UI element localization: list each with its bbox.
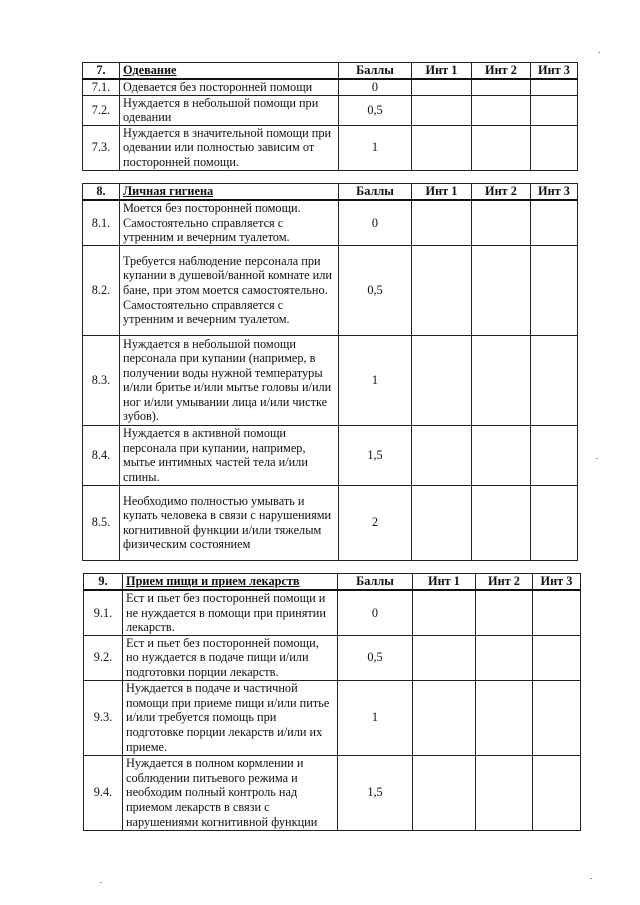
int1-column-header: Инт 1 — [413, 574, 476, 591]
table-row — [84, 590, 581, 635]
row-number: 9.2. — [84, 635, 123, 680]
section-number: 8. — [83, 184, 120, 201]
int3-cell[interactable] — [533, 755, 581, 830]
int2-cell[interactable] — [472, 125, 531, 170]
row-description: Нуждается в небольшой помощи персонала при купании (например, в получении воды нужной температуры и/или бритье и/или мытье головы и/или ног и/или умывании лица и/или чистке зубов). — [120, 335, 339, 425]
section-table-dressing — [82, 62, 578, 171]
table-row — [84, 635, 581, 680]
section-header-row — [83, 63, 578, 80]
section-number: 7. — [83, 63, 120, 80]
table-row — [83, 485, 578, 560]
row-number: 8.1. — [83, 200, 120, 245]
int1-cell[interactable] — [413, 755, 476, 830]
row-number: 7.3. — [83, 125, 120, 170]
row-points: 1 — [339, 335, 412, 425]
int3-cell[interactable] — [531, 335, 578, 425]
table-row — [83, 125, 578, 170]
int3-cell[interactable] — [531, 425, 578, 485]
row-number: 8.5. — [83, 485, 120, 560]
table-row — [83, 200, 578, 245]
row-points: 1 — [339, 125, 412, 170]
int1-column-header: Инт 1 — [412, 184, 472, 201]
int3-column-header: Инт 3 — [531, 184, 578, 201]
int1-cell[interactable] — [413, 680, 476, 755]
section-title: Личная гигиена — [120, 184, 339, 201]
row-number: 9.3. — [84, 680, 123, 755]
int1-cell[interactable] — [412, 425, 472, 485]
scan-speck — [100, 882, 102, 883]
row-points: 0 — [338, 590, 413, 635]
int2-cell[interactable] — [476, 635, 533, 680]
row-description: Ест и пьет без посторонней помощи и не нуждается в помощи при принятии лекарств. — [123, 590, 338, 635]
int3-cell[interactable] — [531, 485, 578, 560]
section-table-eating-medication — [83, 573, 581, 831]
int2-column-header: Инт 2 — [472, 63, 531, 80]
row-description: Нуждается в подаче и частичной помощи при приеме пищи и/или питье и/или требуется помощь при подготовке порции лекарств и/или их приеме. — [123, 680, 338, 755]
int3-cell[interactable] — [531, 245, 578, 335]
int3-cell[interactable] — [531, 95, 578, 125]
int1-column-header: Инт 1 — [412, 63, 472, 80]
points-column-header: Баллы — [339, 184, 412, 201]
int3-cell[interactable] — [533, 590, 581, 635]
section-header-row — [83, 184, 578, 201]
table-row — [83, 79, 578, 95]
int1-cell[interactable] — [412, 95, 472, 125]
row-points: 0,5 — [339, 95, 412, 125]
row-number: 9.1. — [84, 590, 123, 635]
row-points: 0,5 — [339, 245, 412, 335]
int2-cell[interactable] — [472, 425, 531, 485]
int1-cell[interactable] — [412, 485, 472, 560]
table-row — [83, 245, 578, 335]
table-row — [83, 425, 578, 485]
row-points: 0,5 — [338, 635, 413, 680]
row-number: 9.4. — [84, 755, 123, 830]
table-row — [84, 755, 581, 830]
int2-cell[interactable] — [476, 755, 533, 830]
table-row — [84, 680, 581, 755]
row-number: 7.2. — [83, 95, 120, 125]
int2-cell[interactable] — [476, 590, 533, 635]
row-points: 1,5 — [338, 755, 413, 830]
row-number: 8.3. — [83, 335, 120, 425]
row-description: Одевается без посторонней помощи — [120, 79, 339, 95]
points-column-header: Баллы — [338, 574, 413, 591]
row-description: Ест и пьет без посторонней помощи, но нуждается в подаче пищи и/или подготовки порции лекарств. — [123, 635, 338, 680]
row-description: Нуждается в небольшой помощи при одевании — [120, 95, 339, 125]
scan-speck — [590, 878, 592, 879]
section-number: 9. — [84, 574, 123, 591]
row-number: 8.4. — [83, 425, 120, 485]
row-number: 7.1. — [83, 79, 120, 95]
int3-cell[interactable] — [531, 79, 578, 95]
int3-cell[interactable] — [533, 680, 581, 755]
int2-cell[interactable] — [472, 335, 531, 425]
int2-cell[interactable] — [472, 200, 531, 245]
int3-cell[interactable] — [531, 200, 578, 245]
row-description: Требуется наблюдение персонала при купании в душевой/ванной комнате или бане, при этом моется самостоятельно. Самостоятельно справляется с утренним и вечерним туалетом. — [120, 245, 339, 335]
row-description: Нуждается в активной помощи персонала при купании, например, мытье интимных частей тела и/или спины. — [120, 425, 339, 485]
section-header-row — [84, 574, 581, 591]
scan-speck — [598, 52, 600, 53]
section-title: Прием пищи и прием лекарств — [123, 574, 338, 591]
int1-cell[interactable] — [412, 200, 472, 245]
int2-cell[interactable] — [472, 79, 531, 95]
row-number: 8.2. — [83, 245, 120, 335]
int2-cell[interactable] — [472, 485, 531, 560]
row-description: Нуждается в значительной помощи при одевании или полностью зависим от посторонней помощи. — [120, 125, 339, 170]
int2-cell[interactable] — [472, 245, 531, 335]
row-description: Необходимо полностью умывать и купать человека в связи с нарушениями когнитивной функции и/или тяжелым физическим состоянием — [120, 485, 339, 560]
int1-cell[interactable] — [413, 590, 476, 635]
section-title: Одевание — [120, 63, 339, 80]
int3-column-header: Инт 3 — [531, 63, 578, 80]
scan-speck — [596, 458, 598, 459]
int2-cell[interactable] — [476, 680, 533, 755]
row-description: Нуждается в полном кормлении и соблюдении питьевого режима и необходим полный контроль над приемом лекарств в связи с нарушениями когнитивной функции — [123, 755, 338, 830]
int1-cell[interactable] — [412, 245, 472, 335]
row-points: 0 — [339, 79, 412, 95]
int1-cell[interactable] — [412, 335, 472, 425]
row-description: Моется без посторонней помощи. Самостоятельно справляется с утренним и вечерним туалетом. — [120, 200, 339, 245]
int2-cell[interactable] — [472, 95, 531, 125]
int2-column-header: Инт 2 — [476, 574, 533, 591]
int3-column-header: Инт 3 — [533, 574, 581, 591]
int2-column-header: Инт 2 — [472, 184, 531, 201]
points-column-header: Баллы — [339, 63, 412, 80]
section-table-personal-hygiene — [82, 183, 578, 561]
int1-cell[interactable] — [413, 635, 476, 680]
int1-cell[interactable] — [412, 79, 472, 95]
row-points: 0 — [339, 200, 412, 245]
row-points: 2 — [339, 485, 412, 560]
table-row — [83, 335, 578, 425]
row-points: 1,5 — [339, 425, 412, 485]
int3-cell[interactable] — [531, 125, 578, 170]
int3-cell[interactable] — [533, 635, 581, 680]
int1-cell[interactable] — [412, 125, 472, 170]
table-row — [83, 95, 578, 125]
row-points: 1 — [338, 680, 413, 755]
